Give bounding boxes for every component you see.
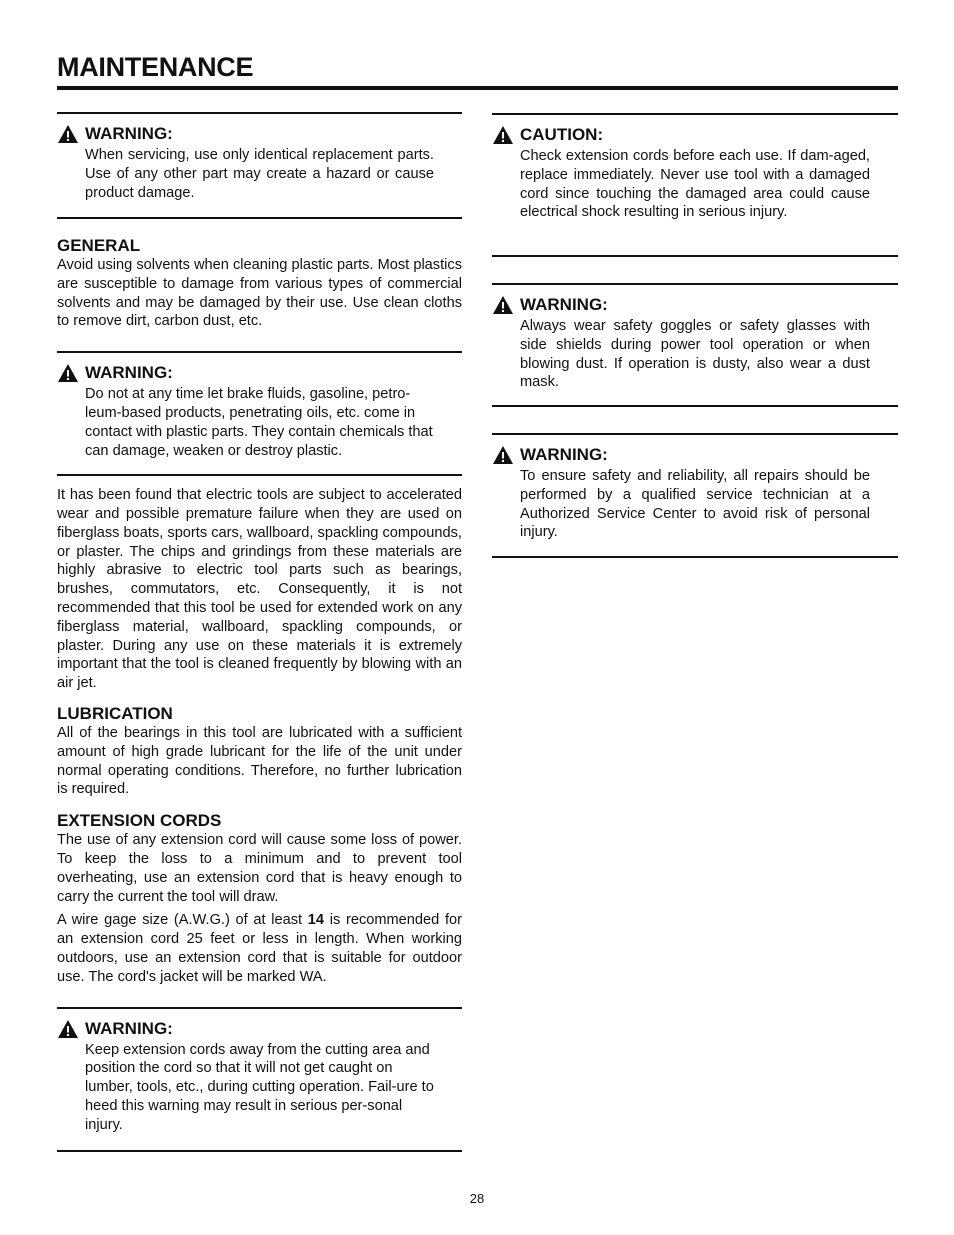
title-rule — [57, 86, 898, 90]
warning-label: WARNING: — [85, 124, 173, 143]
warning-triangle-icon — [492, 445, 514, 465]
caution-box-check-cords — [492, 113, 898, 257]
warning-triangle-icon — [492, 295, 514, 315]
warning-box-cord-placement — [57, 1007, 462, 1152]
caution-label: CAUTION: — [520, 125, 604, 144]
warning-box-replacement-parts — [57, 112, 462, 219]
warning-label: WARNING: — [520, 295, 608, 314]
caution-heading — [492, 115, 898, 145]
section-heading-lubrication: LUBRICATION — [57, 703, 173, 723]
warning-heading — [492, 285, 898, 315]
warning-text-cord-placement: Keep extension cords away from the cutting area and position the cord so that it will not get caught on lumber, tools, etc., during cutting operation. Fail-ure to heed this warning may result in serious per-sonal injury. — [85, 1041, 434, 1133]
warning-triangle-icon — [492, 125, 514, 145]
warning-triangle-icon — [57, 363, 79, 383]
paragraph-general: Avoid using solvents when cleaning plastic parts. Most plastics are susceptible to damage from various types of commercial solvents and may be damaged by their use. Use clean cloths to remove dirt, carbon dust, etc. — [57, 257, 462, 330]
section-heading-extension-cords: EXTENSION CORDS — [57, 811, 222, 831]
section-heading-general: GENERAL — [57, 236, 141, 255]
warning-text-plastic-parts: Do not at any time let brake fluids, gasoline, petro-leum-based products, penetrating oils, etc. come in contact with plastic parts. They contain chemicals that can damage, weaken or destroy plastic. — [85, 386, 433, 459]
warning-box-plastic-parts — [57, 351, 462, 476]
paragraph-lubrication: All of the bearings in this tool are lubricated with a sufficient amount of high grade lubricant for the life of the unit under normal operating conditions. Therefore, no further lubrication is required. — [57, 724, 462, 798]
paragraph-abrasive-materials: It has been found that electric tools are subject to accelerated wear and possible premature failure when they are used on fiberglass boats, sports cars, wallboard, spackling compounds, or plaster. The chips and grindings from these materials are highly abrasive to electric tool parts such as bearings, brushes, commutators, etc. Consequently, it is not recommended that this tool be used for extended work on any fiberglass material, wallboard, spackling compounds, or plaster. During any use on these materials it is extremely important that the tool is cleaned frequently by blowing with an air jet. — [57, 487, 462, 692]
warning-label: WARNING: — [85, 363, 173, 383]
warning-triangle-icon — [57, 1019, 79, 1039]
paragraph-extension-cords-1: The use of any extension cord will cause some loss of power. To keep the loss to a minimum and to prevent tool overheating, use an extension cord that is heavy enough to carry the current the tool will draw. — [57, 832, 462, 905]
warning-text-safety-goggles: Always wear safety goggles or safety glasses with side shields during power tool operation or when blowing dust. If operation is dusty, also wear a dust mask. — [520, 318, 870, 391]
right-column — [492, 113, 898, 558]
paragraph-extension-cords-2: A wire gage size (A.W.G.) of at least 14 is recommended for an extension cord 25 feet or less in length. When working outdoors, use an extension cord that is suitable for outdoor use. The cord's jacket will be marked WA. — [57, 912, 462, 985]
warning-triangle-icon — [57, 124, 79, 144]
warning-text-replacement-parts: When servicing, use only identical replacement parts. Use of any other part may create a hazard or cause product damage. — [85, 147, 434, 201]
warning-text-qualified-repairs: To ensure safety and reliability, all repairs should be performed by a qualified service technician at a Authorized Service Center to avoid risk of personal injury. — [520, 468, 870, 541]
warning-heading — [57, 114, 462, 144]
warning-heading — [57, 353, 462, 383]
warning-label: WARNING: — [520, 445, 608, 464]
warning-heading — [492, 435, 898, 465]
warning-box-qualified-repairs — [492, 433, 898, 558]
page-number: 28 — [469, 1191, 485, 1206]
warning-box-safety-goggles — [492, 283, 898, 407]
caution-text-check-cords: Check extension cords before each use. If dam-aged, replace immediately. Never use tool with a damaged cord since touching the damaged area could cause electrical shock resulting in serious injury. — [520, 148, 870, 221]
warning-label: WARNING: — [85, 1018, 173, 1038]
left-column — [57, 112, 462, 1152]
warning-heading — [57, 1009, 462, 1039]
page-title: MAINTENANCE — [57, 52, 254, 82]
